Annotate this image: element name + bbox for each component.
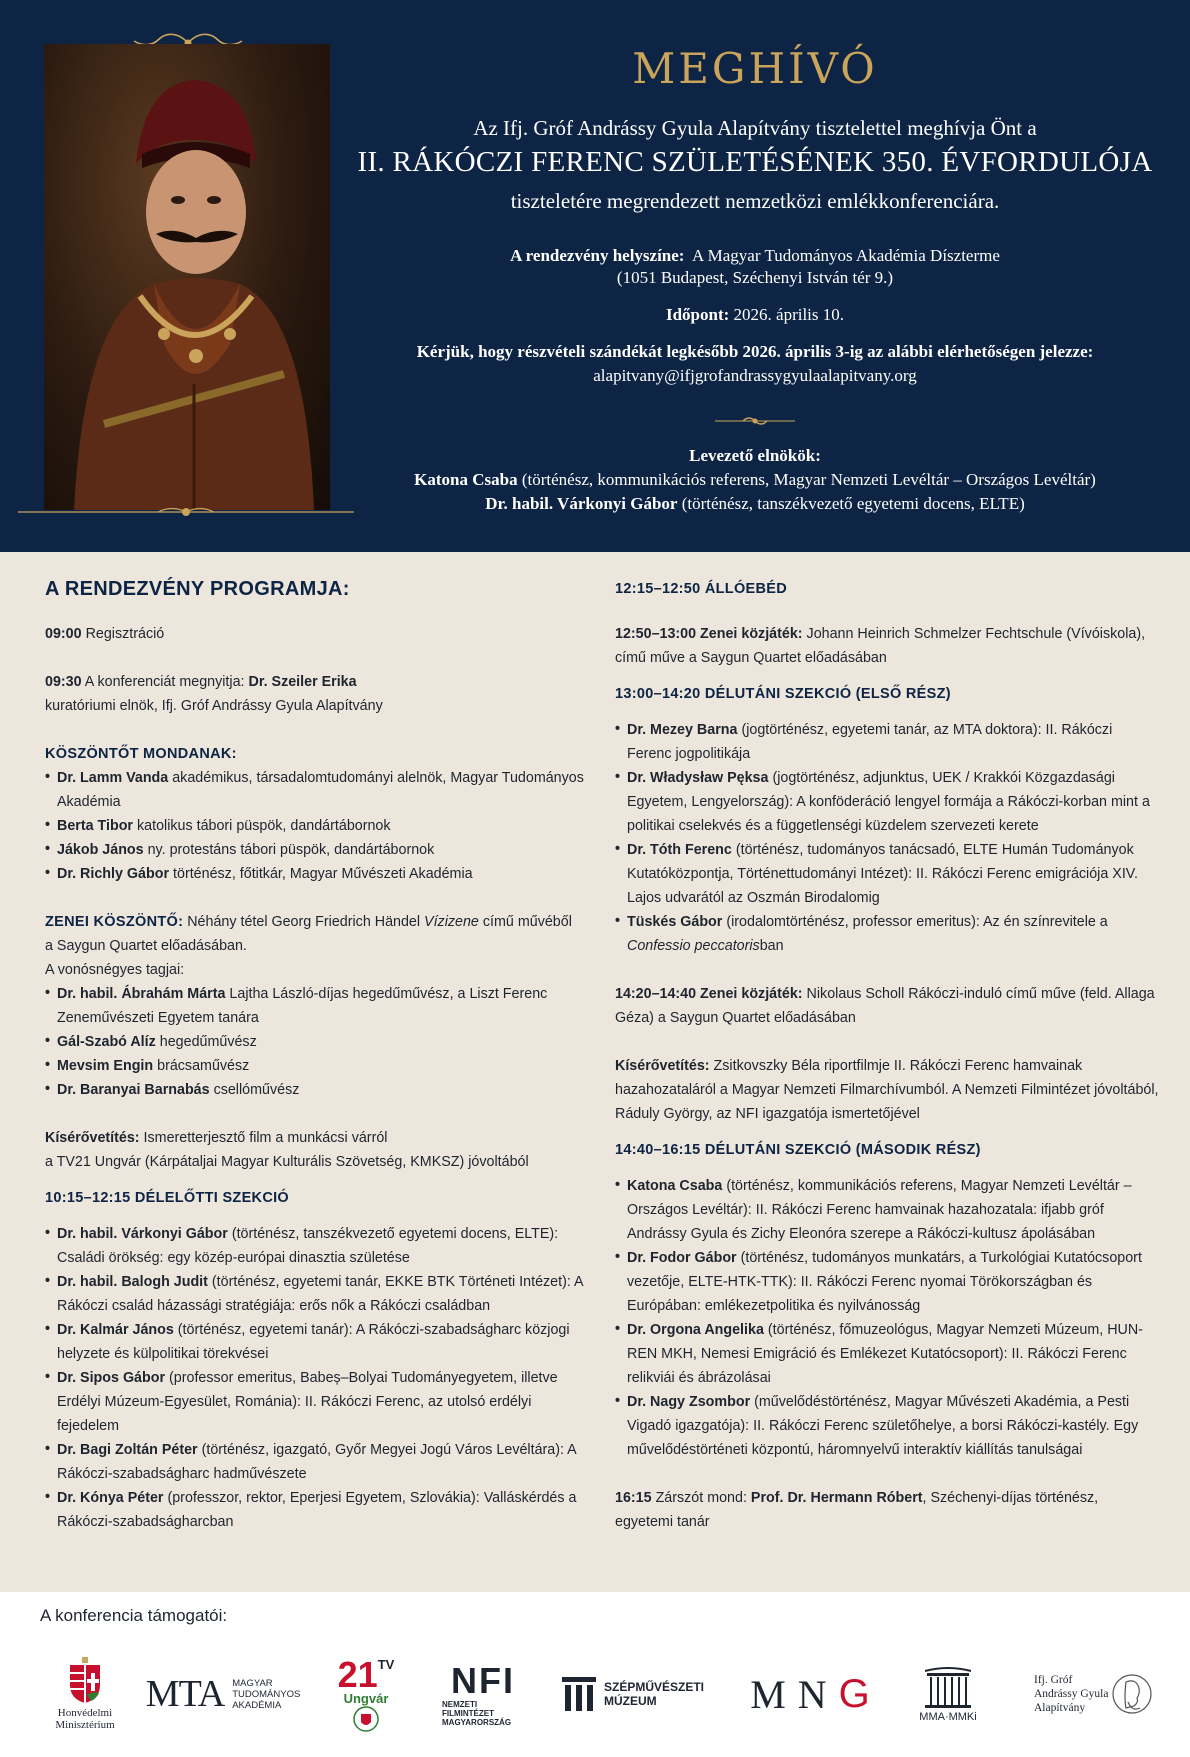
list-item [615, 718, 1160, 766]
interlude-1-label: 12:50–13:00 Zenei közjáték: [615, 626, 803, 642]
list-item [615, 838, 1160, 910]
venue-line [340, 246, 1170, 266]
event-date: 2026. április 10. [733, 305, 845, 324]
morning-session-heading: 10:15–12:15 DÉLELŐTTI SZEKCIÓ [45, 1190, 289, 1206]
talk-desc: (történész, főmuzeológus, Magyar Nemzeti Múzeum, HUN-REN MKH, Nemesi Emigráció és Emlékezet Kutatócsoport): II. Rákóczi Ferenc relikviái és ábrázolásai [627, 1322, 1143, 1386]
venue-address: (1051 Budapest, Széchenyi István tér 9.) [616, 268, 894, 287]
interlude-1 [615, 622, 1160, 670]
greetings-heading: KÖSZÖNTŐT MONDANAK: [45, 746, 237, 762]
venue-label: A rendezvény helyszíne: [510, 246, 685, 265]
musician-desc: hegedűművész [159, 1034, 257, 1050]
quartet-intro: A vonósnégyes tagjai: [45, 962, 185, 978]
tv21-tv: TV [377, 1656, 395, 1672]
opening-text: A konferenciát megnyitja: [84, 674, 245, 690]
morning-session-list [45, 1222, 585, 1534]
talk-desc: (irodalomtörténész, professor emeritus): Az én színrevitele a [726, 914, 1108, 930]
afternoon-2-heading: 14:40–16:15 DÉLUTÁNI SZEKCIÓ (MÁSODIK RÉSZ) [615, 1142, 981, 1158]
speaker-name: Dr. Richly Gábor [57, 866, 170, 882]
speaker-name: Dr. Lamm Vanda [57, 770, 169, 786]
program-title: A RENDEZVÉNY PROGRAMJA: [45, 578, 350, 600]
musician-name: Gál-Szabó Alíz [57, 1034, 156, 1050]
rakoczi-portrait [44, 44, 330, 510]
registration-time: 09:00 [45, 626, 82, 642]
honved-logo [40, 1644, 130, 1744]
chair-1 [340, 470, 1170, 490]
lunch-heading: 12:15–12:50 ÁLLÓEBÉD [615, 581, 788, 597]
music-heading: ZENEI KÖSZÖNTŐ: [45, 914, 184, 930]
musician-desc: Lajtha László-díjas hegedűművész, a Liszt Ferenc Zeneművészeti Egyetem tanára [57, 986, 548, 1026]
mng-logo [740, 1644, 880, 1744]
afternoon-1-list [615, 718, 1160, 958]
date-label: Időpont: [665, 305, 730, 324]
portrait-frame-ornament [18, 505, 354, 519]
list-item [45, 1438, 585, 1486]
talk-desc: (történész, egyetemi tanár): A Rákóczi-szabadságharc közjogi helyzete és külpolitikai törekvései [57, 1322, 570, 1362]
music-greeting [45, 910, 585, 934]
list-item [45, 1078, 585, 1102]
opening-role: kuratóriumi elnök, Ifj. Gróf Andrássy Gyula Alapítvány [45, 698, 383, 714]
speaker-name: Katona Csaba [627, 1178, 723, 1194]
mma-name: MMA·MMKi [919, 1711, 977, 1723]
speaker-desc: akadémikus, társadalomtudományi alelnök, Magyar Tudományos Akadémia [57, 770, 584, 810]
film-text: Ismeretterjesztő film a munkácsi várról [143, 1130, 388, 1146]
speaker-name: Dr. Nagy Zsombor [627, 1394, 751, 1410]
list-item [45, 1054, 585, 1078]
tv21-number: 21 [337, 1653, 378, 1695]
list-item [45, 1366, 585, 1438]
speaker-name: Dr. Mezey Barna [627, 722, 738, 738]
speaker-name: Dr. Kónya Péter [57, 1490, 164, 1506]
mta-abbrev: MTA [145, 1673, 225, 1715]
speaker-name: Tüskés Gábor [627, 914, 723, 930]
musician-desc: brácsaművész [157, 1058, 250, 1074]
opening-item [45, 670, 585, 694]
list-item [615, 1174, 1160, 1246]
date-line [340, 305, 1170, 325]
music-work: Vízizene [424, 914, 479, 930]
mma-columns-icon [923, 1665, 973, 1709]
szepmuveszeti-name: SZÉPMŰVÉSZETI MÚZEUM [604, 1680, 705, 1708]
speaker-desc: katolikus tábori püspök, dandártábornok [137, 818, 391, 834]
talk-desc: (történész, tanszékvezető egyetemi docens, ELTE): Családi örökség: egy közép-európai dinasztia születése [57, 1226, 559, 1266]
afternoon-1-heading: 13:00–14:20 DÉLUTÁNI SZEKCIÓ (ELSŐ RÉSZ) [615, 686, 951, 702]
speaker-name: Dr. Tóth Ferenc [627, 842, 732, 858]
talk-desc: (történész, tudományos munkatárs, a Turkológiai Kutatócsoport vezetője, ELTE-HTK-TTK): II. Rákóczi Ferenc nyomai Törökországban és Európában: emlékezetpolitika és nyilvánosság [627, 1250, 1142, 1314]
list-item [45, 1318, 585, 1366]
opening-speaker: Dr. Szeiler Erika [248, 674, 357, 690]
closing-text: Zárszót mond: [655, 1490, 747, 1506]
alapitvany-logo [1028, 1644, 1158, 1744]
list-item [45, 1486, 585, 1534]
speaker-name: Dr. Bagi Zoltán Péter [57, 1442, 198, 1458]
divider-ornament [715, 414, 795, 432]
list-item [45, 1270, 585, 1318]
quartet-list [45, 982, 585, 1102]
list-item [45, 862, 585, 886]
chair-2 [340, 494, 1170, 514]
coat-of-arms-icon [68, 1657, 102, 1703]
registration-item [45, 622, 585, 646]
list-item [45, 1030, 585, 1054]
chair-1-name: Katona Csaba [414, 470, 518, 489]
speaker-desc: történész, főtitkár, Magyar Művészeti Akadémia [173, 866, 473, 882]
music-text: Néhány tétel Georg Friedrich Händel [187, 914, 421, 930]
mma-logo [908, 1644, 988, 1744]
music-performer: a Saygun Quartet előadásában. [45, 938, 247, 954]
musician-name: Mevsim Engin [57, 1058, 154, 1074]
tv21-city: Ungvár [343, 1690, 389, 1706]
closing-time: 16:15 [615, 1490, 652, 1506]
talk-desc: (professor emeritus, Babeș–Bolyai Tudományegyetem, illetve Erdélyi Múzeum-Egyesület, Románia): II. Rákóczi Ferenc, az utolsó erdélyi fejedelem [57, 1370, 558, 1434]
talk-desc: (jogtörténész, adjunktus, UEK / Krakkói Közgazdasági Egyetem, Lengyelország): A konföderáció lengyel formája a Rákóczi-korban mint a politikai cselekvés és a függetlenségi küzdelem szervezeti kerete [627, 770, 1150, 834]
musician-desc: csellóművész [213, 1082, 300, 1098]
talk-desc: (jogtörténész, egyetemi tanár, az MTA doktora): II. Rákóczi Ferenc jogpolitikája [627, 722, 1113, 762]
invitation-header [0, 0, 1190, 552]
list-item [615, 1318, 1160, 1390]
speaker-name: Dr. Kalmár János [57, 1322, 174, 1338]
andrassy-profile-icon [1112, 1668, 1152, 1720]
speaker-name: Dr. Władysław Pęksa [627, 770, 769, 786]
event-subtitle: tiszteletére megrendezett nemzetközi emlékkonferenciára. [510, 189, 1000, 213]
nfi-name: NEMZETI FILMINTÉZET MAGYARORSZÁG [442, 1699, 512, 1727]
talk-desc: (művelődéstörténész, Magyar Művészeti Akadémia, a Pesti Vigadó igazgatója): II. Rákóczi Ferenc születőhelye, a borsi Rákóczi-kastély. Egy művelődéstörténeti központú, háromnyelvű interaktív kiállítás tanulságai [627, 1394, 1139, 1458]
chair-2-name: Dr. habil. Várkonyi Gábor [485, 494, 678, 513]
musician-name: Dr. habil. Ábrahám Márta [57, 986, 226, 1002]
talk-desc: (történész, igazgató, Győr Megyei Jogú Város Levéltára): A Rákóczi-szabadságharc hadművészete [57, 1442, 576, 1482]
closing-item: 16:15 Zárszót mond: Prof. Dr. Hermann Róbert, Széchenyi-díjas történész, egyetemi tanár [615, 1490, 1099, 1530]
list-item [45, 766, 585, 814]
film-label: Kísérővetítés: [45, 1130, 140, 1146]
mng-m: M [750, 1671, 786, 1717]
rsvp-notice [340, 342, 1170, 362]
mng-g: G [838, 1671, 870, 1716]
talk-desc: (történész, tudományos tanácsadó, ELTE Humán Tudományok Kutatóközpontja, Történettudományi Intézet): II. Rákóczi Ferenc emigrációja XIV. Lajos udvarától az Oszmán Birodalomig [627, 842, 1138, 906]
rsvp-notice-text: Kérjük, hogy részvételi szándékát legkésőbb 2026. április 3-ig az alábbi elérhetőségen jelezze: [416, 342, 1094, 361]
sponsors-band [0, 1592, 1190, 1757]
list-item [615, 910, 1160, 958]
interlude-2-text: Nikolaus Scholl Rákóczi-induló című műve (feld. Allaga Géza) a Saygun Quartet előadásában [615, 986, 1155, 1026]
closing-speaker: Prof. Dr. Hermann Róbert [750, 1490, 923, 1506]
talk-desc: (történész, egyetemi tanár, EKKE BTK Történeti Intézet): A Rákóczi család házassági stratégiája: erős nők a Rákóczi családban [57, 1274, 583, 1314]
program-right-column [615, 574, 1160, 1534]
film-source: a TV21 Ungvár (Kárpátaljai Magyar Kulturális Szövetség, KMKSZ) jóvoltából [45, 1154, 529, 1170]
opening-time: 09:30 [45, 674, 82, 690]
nfi-logo [438, 1644, 528, 1744]
speaker-name: Dr. Fodor Gábor [627, 1250, 737, 1266]
honved-name: Honvédelmi Minisztérium [55, 1707, 115, 1731]
rsvp-email[interactable]: alapitvany@ifjgrofandrassygyulaalapitvany.org [593, 366, 917, 385]
list-item [615, 766, 1160, 838]
closing-desc: Széchenyi-díjas történész, egyetemi tanár [615, 1490, 1099, 1530]
kmksz-emblem-icon [353, 1706, 379, 1732]
chair-1-desc: (történész, kommunikációs referens, Magyar Nemzeti Levéltár – Országos Levéltár) [521, 470, 1096, 489]
speaker-name: Berta Tibor [57, 818, 134, 834]
invitation-title: MEGHÍVÓ [632, 44, 878, 93]
interlude-2-label: 14:20–14:40 Zenei közjáték: [615, 986, 803, 1002]
list-item [45, 982, 585, 1030]
list-item [615, 1390, 1160, 1462]
film-2-label: Kísérővetítés: [615, 1058, 710, 1074]
speaker-name: Dr. habil. Balogh Judit [57, 1274, 208, 1290]
chairs-label-text: Levezető elnökök: [689, 446, 821, 465]
film-screening-2 [615, 1054, 1160, 1126]
szepmuveszeti-logo [558, 1644, 708, 1744]
talk-suffix: ban [759, 938, 784, 954]
venue-name: A Magyar Tudományos Akadémia Díszterme [692, 246, 1000, 265]
tv21-logo [326, 1644, 406, 1744]
invitation-intro: Az Ifj. Gróf Andrássy Gyula Alapítvány tisztelettel meghívja Önt a [473, 116, 1037, 140]
list-item [45, 838, 585, 862]
interlude-2 [615, 982, 1160, 1030]
sponsors-label: A konferencia támogatói: [40, 1606, 228, 1625]
speaker-name: Jákob János [57, 842, 144, 858]
interlude-1-text: Johann Heinrich Schmelzer Fechtschule (Vívóiskola), című műve a Saygun Quartet előadásában [615, 626, 1146, 666]
registration-text: Regisztráció [85, 626, 165, 642]
mta-logo [145, 1644, 305, 1744]
speaker-name: Dr. Orgona Angelika [627, 1322, 764, 1338]
film-2-text: Zsitkovszky Béla riportfilmje II. Rákóczi Ferenc hamvainak hazahozataláról a Magyar Nemzeti Filmarchívumból. A Nemzeti Filmintézet jóvoltából, Ráduly György, az NFI igazgatója ismertetőjével [615, 1058, 1159, 1122]
speaker-name: Dr. habil. Várkonyi Gábor [57, 1226, 228, 1242]
talk-desc: (történész, kommunikációs referens, Magyar Nemzeti Levéltár – Országos Levéltár): II. Rákóczi Ferenc hamvainak hazahozatala: ifjabb gróf Andrássy Gyula és Zichy Eleonóra szerepe a Rákóczi-kultusz ápolásában [627, 1178, 1132, 1242]
chairs-label [340, 446, 1170, 466]
afternoon-2-list [615, 1174, 1160, 1462]
list-item [45, 814, 585, 838]
chair-2-desc: (történész, tanszékvezető egyetemi docens, ELTE) [681, 494, 1025, 513]
musician-name: Dr. Baranyai Barnabás [57, 1082, 210, 1098]
speaker-name: Dr. Sipos Gábor [57, 1370, 166, 1386]
speaker-desc: ny. protestáns tábori püspök, dandártábornok [147, 842, 435, 858]
greetings-list [45, 766, 585, 886]
nfi-abbrev: NFI [451, 1659, 515, 1701]
list-item [615, 1246, 1160, 1318]
event-title: II. RÁKÓCZI FERENC SZÜLETÉSÉNEK 350. ÉVFORDULÓJA [357, 146, 1153, 178]
program-left-column [45, 574, 585, 1534]
list-item [45, 1222, 585, 1270]
mng-n: N [797, 1671, 827, 1717]
talk-work: Confessio peccatoris [627, 938, 760, 954]
music-text-suffix: című művéből [482, 914, 572, 930]
alapitvany-name: Ifj. Gróf Andrássy Gyula Alapítvány [1034, 1674, 1109, 1714]
talk-desc: (professzor, rektor, Eperjesi Egyetem, Szlovákia): Valláskérdés a Rákóczi-szabadságharcban [57, 1490, 577, 1530]
film-screening [45, 1126, 585, 1150]
museum-columns-icon [562, 1677, 596, 1711]
mta-name: MAGYAR TUDOMÁNYOS AKADÉMIA [232, 1677, 301, 1711]
